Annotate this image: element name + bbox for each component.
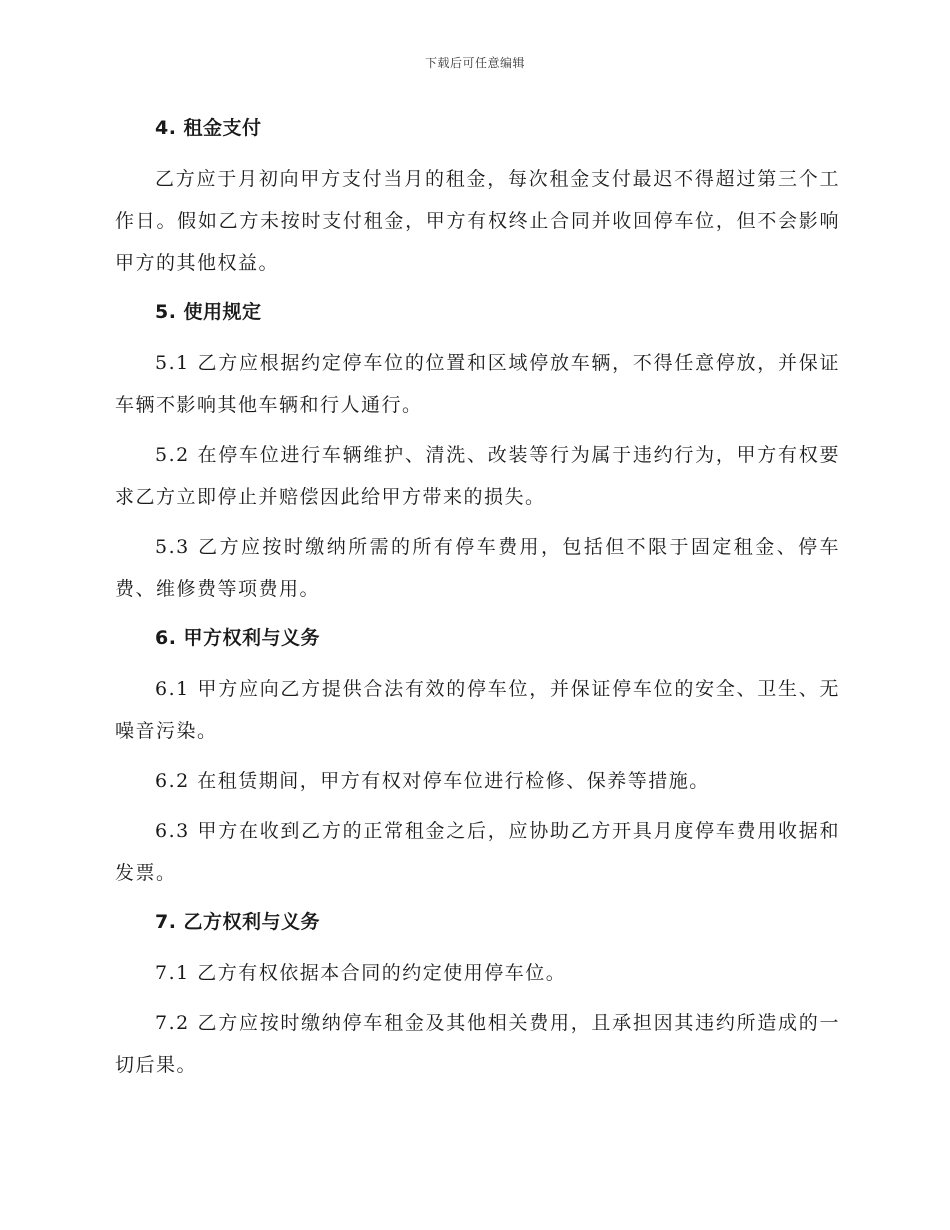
- section-heading-party-b-rights: 7. 乙方权利与义务: [155, 911, 321, 933]
- paragraph-6-3: 6.3 甲方在收到乙方的正常租金之后，应协助乙方开具月度停车费用收据和发票。: [115, 820, 840, 884]
- paragraph-7-2: 7.2 乙方应按时缴纳停车租金及其他相关费用，且承担因其违约所造成的一切后果。: [115, 1012, 840, 1076]
- section-heading-party-a-rights: 6. 甲方权利与义务: [155, 627, 321, 649]
- paragraph-5-2: 5.2 在停车位进行车辆维护、清洗、改装等行为属于违约行为，甲方有权要求乙方立即停止并赔偿因此给甲方带来的损失。: [115, 444, 840, 508]
- section-heading-usage-rules: 5. 使用规定: [155, 301, 262, 323]
- paragraph-6-2: 6.2 在租赁期间，甲方有权对停车位进行检修、保养等措施。: [155, 770, 710, 792]
- paragraph-5-1: 5.1 乙方应根据约定停车位的位置和区域停放车辆，不得任意停放，并保证车辆不影响其他车辆和行人通行。: [115, 352, 840, 416]
- paragraph-6-1: 6.1 甲方应向乙方提供合法有效的停车位，并保证停车位的安全、卫生、无噪音污染。: [115, 678, 840, 742]
- paragraph-7-1: 7.1 乙方有权依据本合同的约定使用停车位。: [155, 962, 567, 984]
- section-heading-rent-payment: 4. 租金支付: [155, 117, 262, 139]
- paragraph-rent-payment: 乙方应于月初向甲方支付当月的租金，每次租金支付最迟不得超过第三个工作日。假如乙方未按时支付租金，甲方有权终止合同并收回停车位，但不会影响甲方的其他权益。: [115, 168, 840, 274]
- document-body: [115, 108, 840, 1094]
- paragraph-5-3: 5.3 乙方应按时缴纳所需的所有停车费用，包括但不限于固定租金、停车费、维修费等项费用。: [115, 536, 840, 600]
- page-header-note: 下载后可任意编辑: [424, 56, 525, 70]
